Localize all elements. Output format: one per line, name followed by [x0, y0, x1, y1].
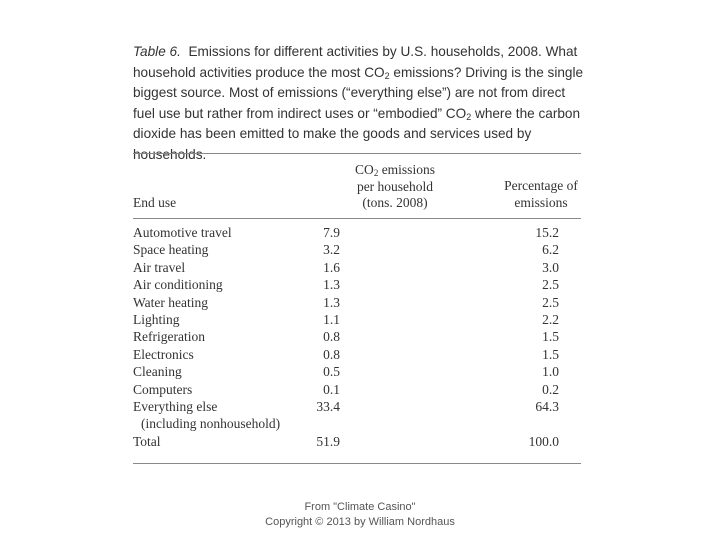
header-co2-line3: (tons. 2008) [362, 195, 428, 210]
table-body [133, 224, 581, 450]
caption-text-3: where the carbon dioxide has been emitted to make the goods and services used by households. [133, 105, 581, 162]
row-co2-value: 0.1 [323, 381, 340, 397]
table-row [133, 398, 581, 415]
row-end-use: Refrigeration [133, 329, 205, 345]
row-co2-value: 0.8 [323, 329, 340, 345]
row-end-use: Computers [133, 381, 193, 397]
row-end-use: Water heating [133, 294, 209, 310]
row-co2-value: 1.3 [323, 294, 340, 310]
caption-subscript-2: 2 [466, 111, 472, 122]
header-co2-line2: per household [356, 178, 434, 194]
row-percentage-value: 2.2 [542, 311, 559, 327]
header-co2 [330, 162, 460, 212]
row-percentage-value: 6.2 [542, 242, 559, 258]
table-row [133, 433, 581, 450]
header-co2-subscript: 2 [373, 168, 379, 178]
table-row [133, 363, 581, 380]
caption-subscript-1: 2 [384, 70, 390, 81]
row-co2-value: 3.2 [323, 242, 340, 258]
row-co2-value: 0.8 [323, 346, 340, 362]
row-end-use: Air travel [133, 259, 186, 275]
header-percentage [488, 178, 594, 211]
row-end-use: Automotive travel [133, 225, 232, 240]
row-percentage-value: 1.0 [542, 364, 559, 380]
bottom-rule [133, 463, 581, 464]
table-row [133, 415, 581, 432]
header-rule [133, 218, 581, 219]
row-percentage-value: 0.2 [542, 381, 559, 397]
row-percentage-value: 15.2 [535, 225, 559, 240]
row-end-use: Total [133, 433, 161, 449]
row-end-use: (including nonhousehold) [141, 416, 281, 432]
row-percentage-value: 2.5 [542, 294, 559, 310]
row-percentage-value: 3.0 [542, 259, 559, 275]
table-row [133, 224, 581, 241]
row-end-use: Air conditioning [133, 277, 223, 293]
header-pct-line1: Percentage of [504, 178, 578, 193]
table-row [133, 328, 581, 345]
row-percentage-value: 100.0 [528, 433, 559, 449]
row-co2-value: 7.9 [323, 225, 340, 240]
table-row [133, 381, 581, 398]
copyright-credit [0, 500, 720, 530]
caption-text-1: Emissions for different activities by U.S. households, 2008. What household activities produce the most CO [133, 44, 578, 80]
header-co2-line1 [330, 162, 460, 179]
row-co2-value: 51.9 [316, 433, 340, 449]
top-rule [133, 153, 581, 154]
credit-line-2: Copyright © 2013 by William Nordhaus [265, 516, 455, 528]
caption-text-2: emissions? Driving is the single biggest source. Most of emissions (“everything else”) are not from direct fuel use but rather from indirect uses or “embodied” CO [133, 64, 584, 121]
row-percentage-value: 2.5 [542, 277, 559, 293]
header-co2-emissions: emissions [378, 162, 435, 177]
header-co2-text: CO [355, 162, 374, 177]
row-co2-value: 1.1 [323, 311, 340, 327]
row-end-use: Lighting [133, 311, 180, 327]
table-caption [133, 42, 588, 165]
table-label: Table 6. [133, 44, 181, 59]
row-co2-value: 33.4 [316, 398, 340, 414]
table-row [133, 346, 581, 363]
table-row [133, 294, 581, 311]
row-end-use: Space heating [133, 242, 209, 258]
credit-line-1: From "Climate Casino" [304, 501, 416, 513]
row-end-use: Electronics [133, 346, 194, 362]
row-percentage-value: 64.3 [535, 398, 559, 414]
row-end-use: Cleaning [133, 364, 182, 380]
table-row [133, 276, 581, 293]
row-co2-value: 1.6 [323, 259, 340, 275]
row-percentage-value: 1.5 [542, 346, 559, 362]
header-end-use: End use [133, 195, 177, 210]
header-pct-line2: emissions [514, 194, 568, 210]
row-end-use: Everything else [133, 398, 218, 414]
row-percentage-value: 1.5 [542, 329, 559, 345]
table-row [133, 259, 581, 276]
row-co2-value: 0.5 [323, 364, 340, 380]
table-row [133, 311, 581, 328]
row-co2-value: 1.3 [323, 277, 340, 293]
table-row [133, 241, 581, 258]
